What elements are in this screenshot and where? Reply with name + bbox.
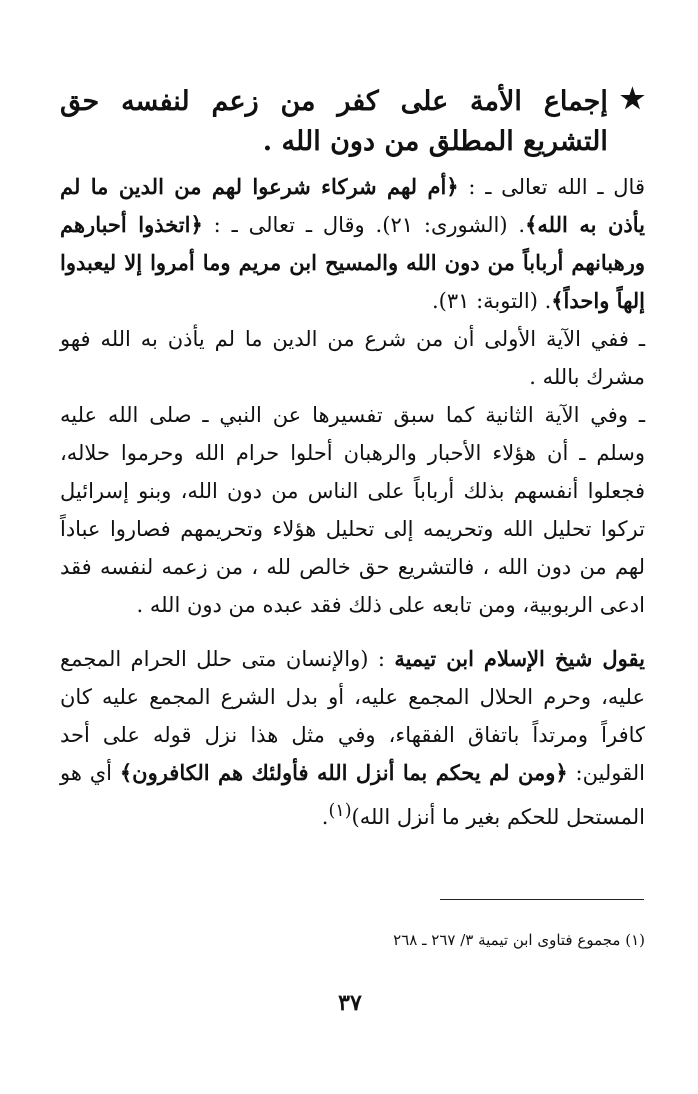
text-segment: . (الشورى: ٢١). وقال ـ تعالى ـ :: [202, 213, 526, 237]
quran-verse: ﴿أم لهم شركاء شرعوا لهم من الدين ما لم يأذن به الله﴾: [60, 174, 645, 237]
page-number: ٣٧: [338, 990, 362, 1016]
star-icon: ★: [619, 82, 645, 115]
paragraph-verses: [60, 168, 645, 320]
quote-attribution: يقول شيخ الإسلام ابن تيمية: [394, 646, 645, 671]
text-segment: أي هو المستحل للحكم بغير ما أنزل الله): [60, 761, 645, 829]
footnote: (١) مجموع فتاوى ابن تيمية ٣/ ٢٦٧ ـ ٢٦٨: [393, 931, 645, 949]
paragraph-second-verse: ـ وفي الآية الثانية كما سبق تفسيرها عن النبي ـ صلى الله عليه وسلم ـ أن هؤلاء الأحبار والرهبان أحلوا حرام الله وحرموا حلاله، فجعلوا أنفسهم بذلك أرباباً على الناس من دون الله، وبنو إسرائيل تركوا تحليل الله وتحريمه إلى تحليل هؤلاء وتحريمهم فصاروا عباداً لهم من دون الله ، فالتشريع حق خالص لله ، من زعمه لنفسه فقد ادعى الربوبية، ومن تابعه على ذلك فقد عبده من دون الله .: [60, 403, 645, 617]
heading-text: إجماع الأمة على كفر من زعم لنفسه حق التشريع المطلق من دون الله .: [60, 86, 608, 157]
text-segment: : (والإنسان متى حلل الحرام المجمع عليه، وحرم الحلال المجمع عليه، أو بدل الشرع المجمع عليه كان كافراً ومرتداً باتفاق الفقهاء، وفي مثل هذا نزل قوله على أحد القولين:: [60, 647, 645, 785]
section-heading: [60, 82, 645, 162]
paragraph-first-verse: ـ ففي الآية الأولى أن من شرع من الدين ما لم يأذن به الله فهو مشرك بالله .: [60, 327, 645, 389]
footnote-reference: (١): [328, 801, 352, 821]
text-segment: .: [321, 805, 329, 829]
text-segment: . (التوبة: ٣١).: [431, 289, 552, 313]
paragraph-ibn-taymiyyah: [60, 640, 645, 836]
quran-verse: ﴿اتخذوا أحبارهم ورهبانهم أرباباً من دون الله والمسيح ابن مريم وما أمروا إلا ليعبدوا إلهاً واحداً﴾: [60, 212, 645, 313]
text-segment: قال ـ الله تعالى ـ :: [458, 175, 645, 199]
footnote-divider: [440, 899, 644, 900]
quran-verse: ﴿ومن لم يحكم بما أنزل الله فأولئك هم الكافرون﴾: [119, 760, 568, 785]
